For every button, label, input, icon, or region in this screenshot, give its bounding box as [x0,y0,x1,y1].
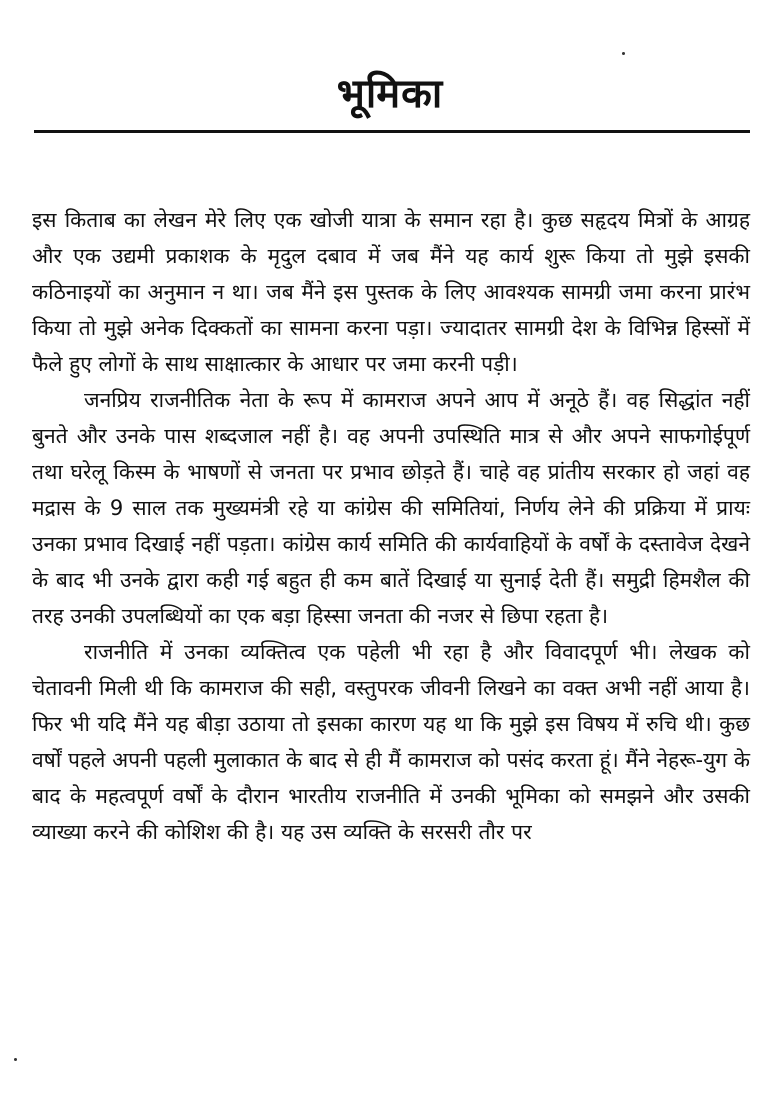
page-title: भूमिका [336,71,444,117]
title-divider [34,130,750,133]
paragraph-1: इस किताब का लेखन मेरे लिए एक खोजी यात्रा के समान रहा है। कुछ सहृदय मित्रों के आग्रह और एक उद्यमी प्रकाशक के मृदुल दबाव में जब मैंने यह कार्य शुरू किया तो मुझे इसकी कठिनाइयों का अनुमान न था। जब मैंने इस पुस्तक के लिए आवश्यक सामग्री जमा करना प्रारंभ किया तो मुझे अनेक दिक्कतों का सामना करना पड़ा। ज्यादातर सामग्री देश के विभिन्न हिस्सों में फैले हुए लोगों के साथ साक्षात्कार के आधार पर जमा करनी पड़ी। [32,208,750,376]
paragraph-3: राजनीति में उनका व्यक्तित्व एक पहेली भी रहा है और विवादपूर्ण भी। लेखक को चेतावनी मिली थी कि कामराज की सही, वस्तुपरक जीवनी लिखने का वक्त अभी नहीं आया है। फिर भी यदि मैंने यह बीड़ा उठाया तो इसका कारण यह था कि मुझे इस विषय में रुचि थी। कुछ वर्षों पहले अपनी पहली मुलाकात के बाद से ही मैं कामराज को पसंद करता हूं। मैंने नेहरू-युग के बाद के महत्वपूर्ण वर्षों के दौरान भारतीय राजनीति में उनकी भूमिका को समझने और उसकी व्याख्या करने की कोशिश की है। यह उस व्यक्ति के सरसरी तौर पर [32,640,750,844]
scan-speck [14,1058,17,1061]
paragraph-2: जनप्रिय राजनीतिक नेता के रूप में कामराज अपने आप में अनूठे हैं। वह सिद्धांत नहीं बुनते और उनके पास शब्दजाल नहीं है। वह अपनी उपस्थिति मात्र से और अपने साफगोईपूर्ण तथा घरेलू किस्म के भाषणों से जनता पर प्रभाव छोड़ते हैं। चाहे वह प्रांतीय सरकार हो जहां वह मद्रास के 9 साल तक मुख्यमंत्री रहे या कांग्रेस की समितियां, निर्णय लेने की प्रक्रिया में प्रायः उनका प्रभाव दिखाई नहीं पड़ता। कांग्रेस कार्य समिति की कार्यवाहियों के वर्षों के दस्तावेज देखने के बाद भी उनके द्वारा कही गई बहुत ही कम बातें दिखाई या सुनाई देती हैं। समुद्री हिमशैल की तरह उनकी उपलब्धियों का एक बड़ा हिस्सा जनता की नजर से छिपा रहता है। [32,388,750,628]
body-text [32,202,750,850]
scan-speck [622,52,625,55]
